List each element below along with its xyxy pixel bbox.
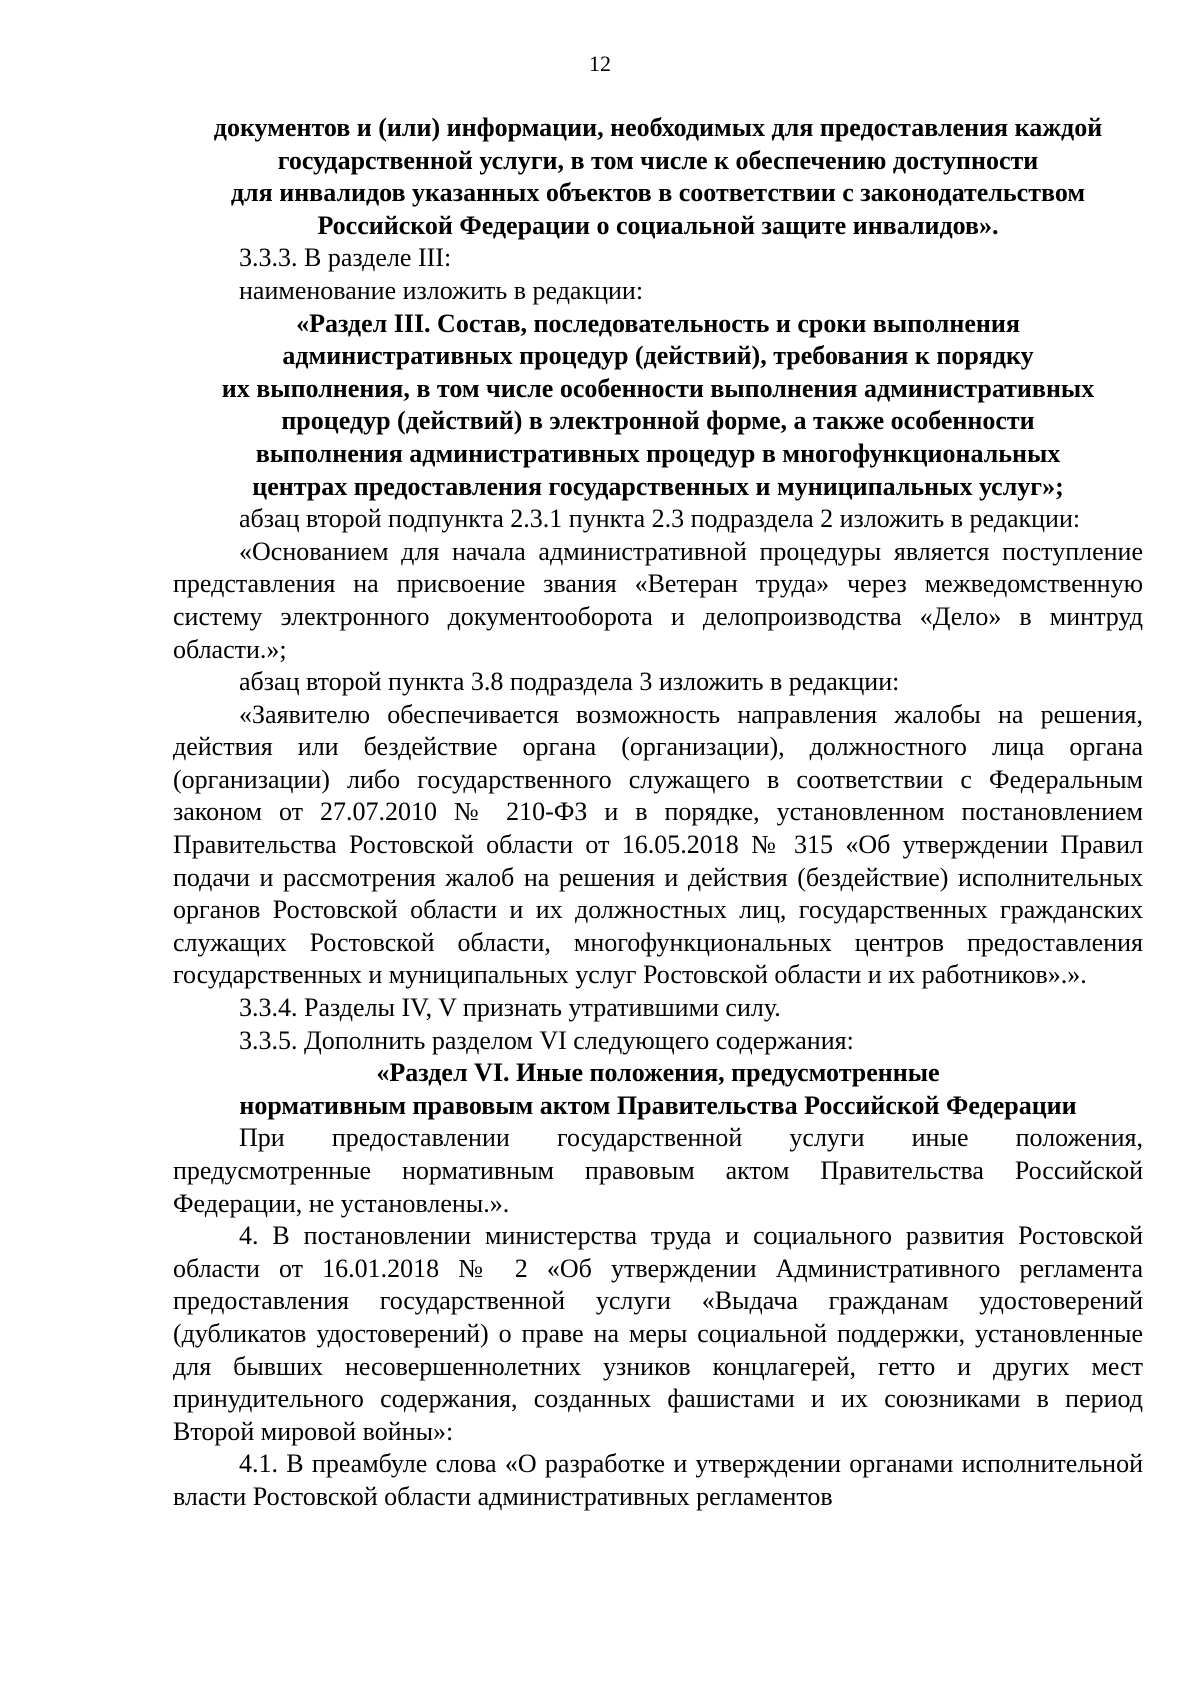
heading-line: центрах предоставления государственных и муниципальных услуг»; — [252, 471, 1064, 501]
heading-line: «Раздел VI. Иные положения, предусмотренные — [376, 1058, 940, 1088]
section-heading-continuation — [173, 112, 1143, 242]
paragraph-2-3-1-instruction: абзац второй подпункта 2.3.1 пункта 2.3 подраздела 2 изложить в редакции: — [239, 504, 1081, 534]
paragraph-3-8-text: «Заявителю обеспечивается возможность направления жалобы на решения, действия или бездействие органа (организации), должностного лица органа (организации) либо государственного служащего в соответствии с Федеральным законом от 27.07.2010 № 210-ФЗ и в порядке, установленном постановлением Правительства Ростовской области от 16.05.2018 № 315 «Об утверждении Правил подачи и рассмотрения жалоб на решения и действия (бездействие) исполнительных органов Ростовской области и их должностных лиц, государственных гражданских служащих Ростовской области, многофункциональных центров предоставления государственных и муниципальных услуг Ростовской области и их работников».». — [173, 699, 1143, 990]
paragraph-section-vi-text: При предоставлении государственной услуги иные положения, предусмотренные нормативным правовым актом Правительства Российской Федерации, не установлены.». — [173, 1123, 1143, 1218]
paragraph-3-3-4: 3.3.4. Разделы IV, V признать утратившими силу. — [239, 993, 781, 1023]
section-iii-heading — [173, 308, 1143, 504]
heading-line: процедур (действий) в электронной форме, а также особенности — [281, 406, 1035, 436]
section-vi-heading — [173, 1057, 1143, 1122]
paragraph-4: 4. В постановлении министерства труда и социального развития Ростовской области от 16.01.2018 № 2 «Об утверждении Административного регламента предоставления государственной услуги «Выдача гражданам удостоверений (дубликатов удостоверений) о праве на меры социальной поддержки, установленные для бывших несовершеннолетних узников концлагерей, гетто и других мест принудительного содержания, созданных фашистами и их союзниками в период Второй мировой войны»: — [173, 1221, 1143, 1446]
paragraph-2-3-1-text: «Основанием для начала административной процедуры является поступление представления на присвоение звания «Ветеран труда» через межведомственную систему электронного документооборота и делопроизводства «Дело» в минтруд области.»; — [173, 536, 1143, 664]
heading-line: выполнения административных процедур в многофункциональных — [255, 438, 1061, 468]
heading-line: их выполнения, в том числе особенности выполнения административных — [221, 373, 1095, 403]
paragraph-4-1: 4.1. В преамбуле слова «О разработке и утверждении органами исполнительной власти Ростовской области административных регламентов — [173, 1449, 1143, 1511]
paragraph-3-3-3: 3.3.3. В разделе III: — [239, 243, 452, 273]
heading-line: Российской Федерации о социальной защите инвалидов». — [317, 210, 999, 240]
document-body — [173, 112, 1143, 1514]
paragraph-3-8-instruction: абзац второй пункта 3.8 подраздела 3 изложить в редакции: — [239, 667, 900, 697]
heading-line: нормативным правовым актом Правительства Российской Федерации — [239, 1090, 1077, 1120]
heading-line: административных процедур (действий), требования к порядку — [282, 341, 1034, 371]
paragraph-title-instruction: наименование изложить в редакции: — [239, 275, 644, 305]
paragraph-3-3-5: 3.3.5. Дополнить разделом VI следующего содержания: — [239, 1025, 854, 1055]
page-number: 12 — [589, 51, 611, 76]
heading-line: для инвалидов указанных объектов в соответствии с законодательством — [230, 178, 1086, 208]
heading-line: «Раздел III. Состав, последовательность и сроки выполнения — [296, 308, 1020, 338]
heading-line: государственной услуги, в том числе к обеспечению доступности — [277, 145, 1039, 175]
heading-line: документов и (или) информации, необходимых для предоставления каждой — [213, 113, 1103, 142]
